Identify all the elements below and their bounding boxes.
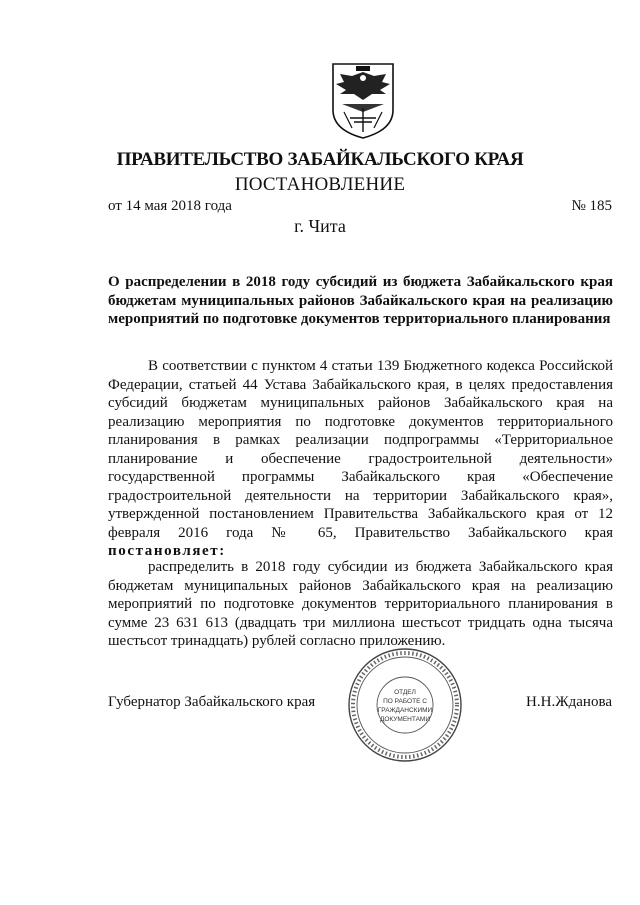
signer-name: Н.Н.Жданова (526, 694, 612, 710)
body-paragraph-2: распределить в 2018 году субсидии из бюджета Забайкальского края бюджетам муниципальных районов Забайкальского края на реализацию мероприятий по подготовке документов территориального планирования в сумме 23 631 613 (двадцать три миллиона шестьсот тридцать одна тысяча шестьсот тринадцать) рублей согласно приложению. (108, 559, 613, 649)
coat-of-arms-icon (330, 62, 396, 140)
document-heading: О распределении в 2018 году субсидий из бюджета Забайкальского края бюджетам муниципальных районов Забайкальского края на реализацию мероприятий по подготовке документов территориального планирования (108, 274, 613, 327)
organization-title: ПРАВИТЕЛЬСТВО ЗАБАЙКАЛЬСКОГО КРАЯ (116, 149, 524, 170)
stamp-line-3: ГРАЖДАНСКИМИ (377, 707, 433, 714)
document-city: г. Чита (294, 216, 346, 236)
stamp-line-1: ОТДЕЛ (394, 689, 416, 696)
resolution-keyword: постановляет: (108, 543, 226, 559)
document-date: от 14 мая 2018 года (108, 198, 232, 214)
signer-role: Губернатор Забайкальского края (108, 694, 316, 710)
official-stamp-icon (346, 646, 464, 764)
paragraph-1-text: В соответствии с пунктом 4 статьи 139 Бюджетного кодекса Российской Федерации, статьей 44 Устава Забайкальского края, в целях предоставления субсидий бюджетам муниципальных районов Забайкальского края на реализацию мероприятия по подготовке документов территориального планирования в рамках реализации подпрограммы «Территориальное планирование и обеспечение градостроительной деятельности» государственной программы Забайкальского края «Обеспечение градостроительной деятельности на территории Забайкальского края», утвержденной постановлением Правительства Забайкальского края от 12 февраля 2016 года № 65, Правительство Забайкальского края (108, 358, 613, 541)
stamp-line-4: ДОКУМЕНТАМИ (379, 716, 431, 723)
document-type: ПОСТАНОВЛЕНИЕ (234, 174, 406, 195)
document-number: № 185 (571, 198, 612, 214)
stamp-line-2: ПО РАБОТЕ С (383, 698, 427, 705)
body-paragraph-1 (108, 357, 613, 561)
